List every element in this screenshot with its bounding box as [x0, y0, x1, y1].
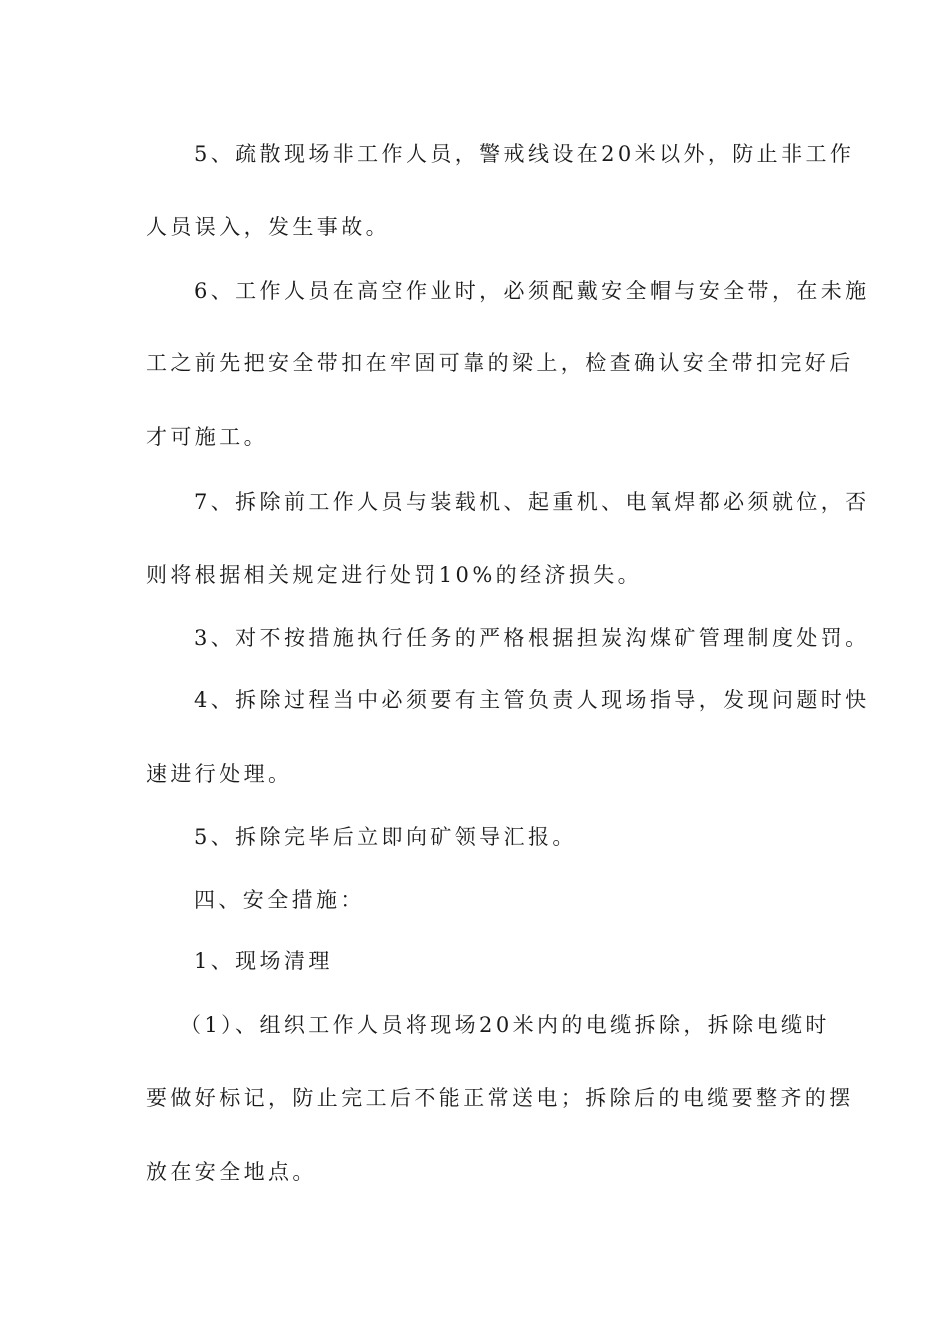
text-line-11: 5、拆除完毕后立即向矿领导汇报。: [194, 825, 577, 849]
text-line-4: 工之前先把安全带扣在牢固可靠的梁上，检查确认安全带扣完好后: [146, 351, 854, 375]
text-line-5: 才可施工。: [146, 425, 268, 449]
text-line-3: 6、工作人员在高空作业时，必须配戴安全帽与安全带，在未施: [194, 279, 870, 303]
text-line-9: 4、拆除过程当中必须要有主管负责人现场指导，发现问题时快: [194, 688, 870, 712]
text-line-12: 四、安全措施：: [194, 888, 365, 912]
text-line-7: 则将根据相关规定进行处罚10%的经济损失。: [146, 563, 643, 587]
text-line-13: 1、现场清理: [194, 949, 333, 973]
text-line-16: 放在安全地点。: [146, 1160, 317, 1184]
text-line-10: 速进行处理。: [146, 762, 293, 786]
text-line-14: （1）、组织工作人员将现场20米内的电缆拆除，拆除电缆时: [180, 1013, 830, 1037]
text-line-8: 3、对不按措施执行任务的严格根据担炭沟煤矿管理制度处罚。: [194, 626, 870, 650]
text-line-15: 要做好标记，防止完工后不能正常送电；拆除后的电缆要整齐的摆: [146, 1086, 854, 1110]
text-line-6: 7、拆除前工作人员与装载机、起重机、电氧焊都必须就位，否: [194, 490, 870, 514]
text-line-1: 5、疏散现场非工作人员，警戒线设在20米以外，防止非工作: [194, 142, 855, 166]
text-line-2: 人员误入，发生事故。: [146, 215, 390, 239]
